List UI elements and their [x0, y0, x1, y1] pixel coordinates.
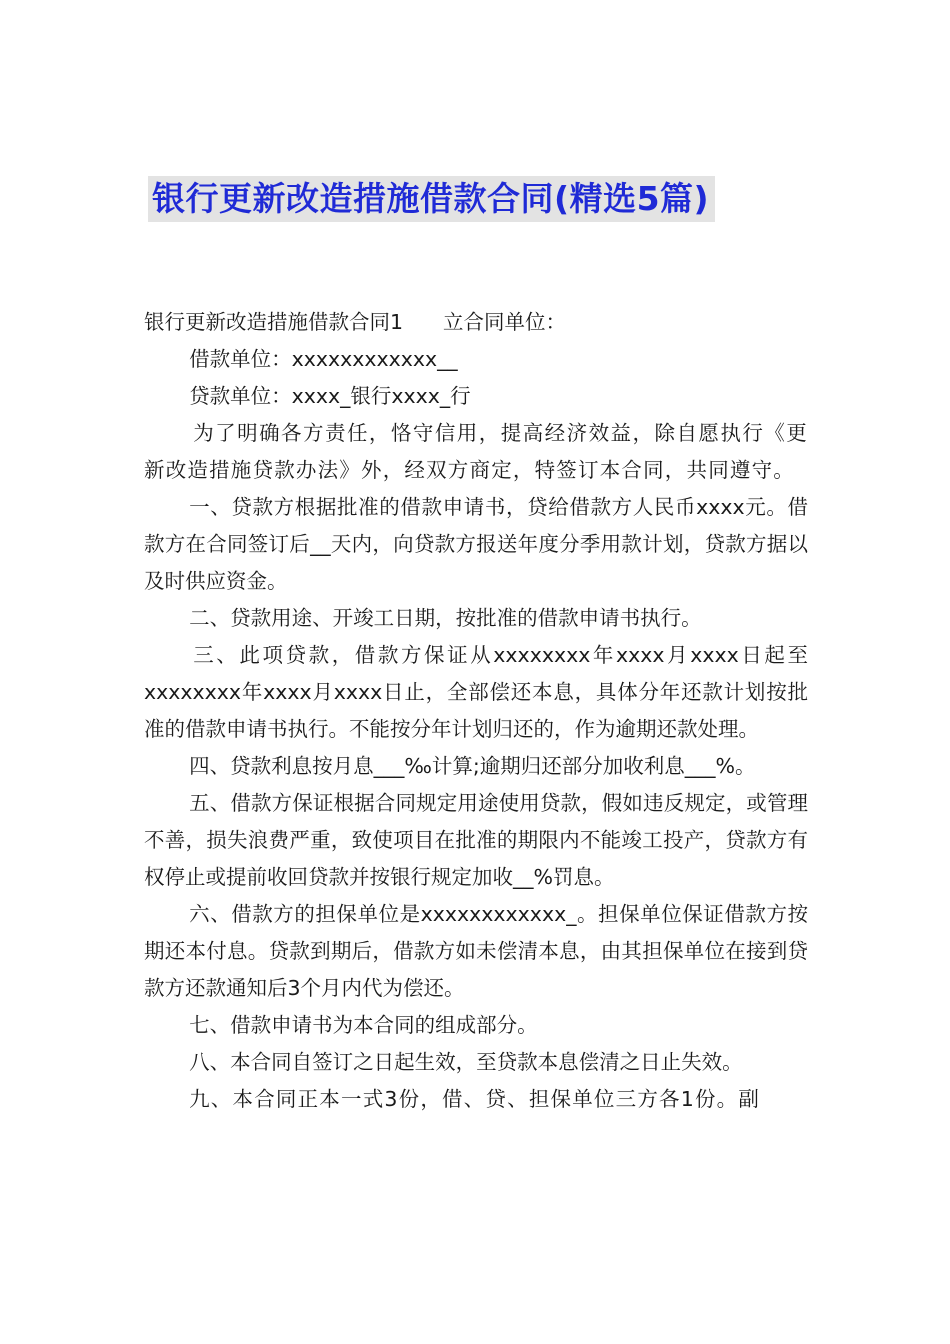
- document-body: [144, 304, 808, 1118]
- paragraph-clause-1: 一、贷款方根据批准的借款申请书，贷给借款方人民币xxxx元。借款方在合同签订后__天内，向贷款方报送年度分季用款计划，贷款方据以及时供应资金。: [144, 495, 808, 593]
- paragraph-clause-3: 三、此项贷款，借款方保证从xxxxxxxx年xxxx月xxxx日起至xxxxxxxx年xxxx月xxxx日止，全部偿还本息，具体分年还款计划按批准的借款申请书执行。不能按分年计划归还的，作为逾期还款处理。: [144, 643, 808, 741]
- intro-line: [144, 304, 808, 341]
- paragraph-clause-9: 九、本合同正本一式3份，借、贷、担保单位三方各1份。副: [189, 1087, 761, 1111]
- paragraph-clause-7: 七、借款申请书为本合同的组成部分。: [189, 1013, 538, 1037]
- borrower-line: 借款单位：xxxxxxxxxxxx__: [189, 347, 458, 371]
- paragraph-clause-8: 八、本合同自签订之日起生效，至贷款本息偿清之日止失效。: [189, 1050, 743, 1074]
- document-title: 银行更新改造措施借款合同(精选5篇): [148, 176, 715, 222]
- spacer: [403, 304, 443, 341]
- paragraph-clause-2: 二、贷款用途、开竣工日期，按批准的借款申请书执行。: [189, 606, 702, 630]
- paragraph-clause-5: 五、借款方保证根据合同规定用途使用贷款，假如违反规定，或管理不善，损失浪费严重，致使项目在批准的期限内不能竣工投产，贷款方有权停止或提前收回贷款并按银行规定加收__%罚息。: [144, 791, 808, 889]
- paragraph-clause-4: 四、贷款利息按月息___‰计算;逾期归还部分加收利息___%。: [189, 754, 756, 778]
- lender-line: 贷款单位：xxxx_银行xxxx_行: [189, 384, 471, 408]
- contract-heading: 银行更新改造措施借款合同1: [144, 310, 404, 334]
- paragraph-clause-6: 六、借款方的担保单位是xxxxxxxxxxxx_。担保单位保证借款方按期还本付息。贷款到期后，借款方如未偿清本息，由其担保单位在接到贷款方还款通知后3个月内代为偿还。: [144, 902, 808, 1000]
- paragraph-preamble: 为了明确各方责任，恪守信用，提高经济效益，除自愿执行《更新改造措施贷款办法》外，经双方商定，特签订本合同，共同遵守。: [144, 421, 808, 482]
- parties-label: 立合同单位：: [443, 310, 567, 334]
